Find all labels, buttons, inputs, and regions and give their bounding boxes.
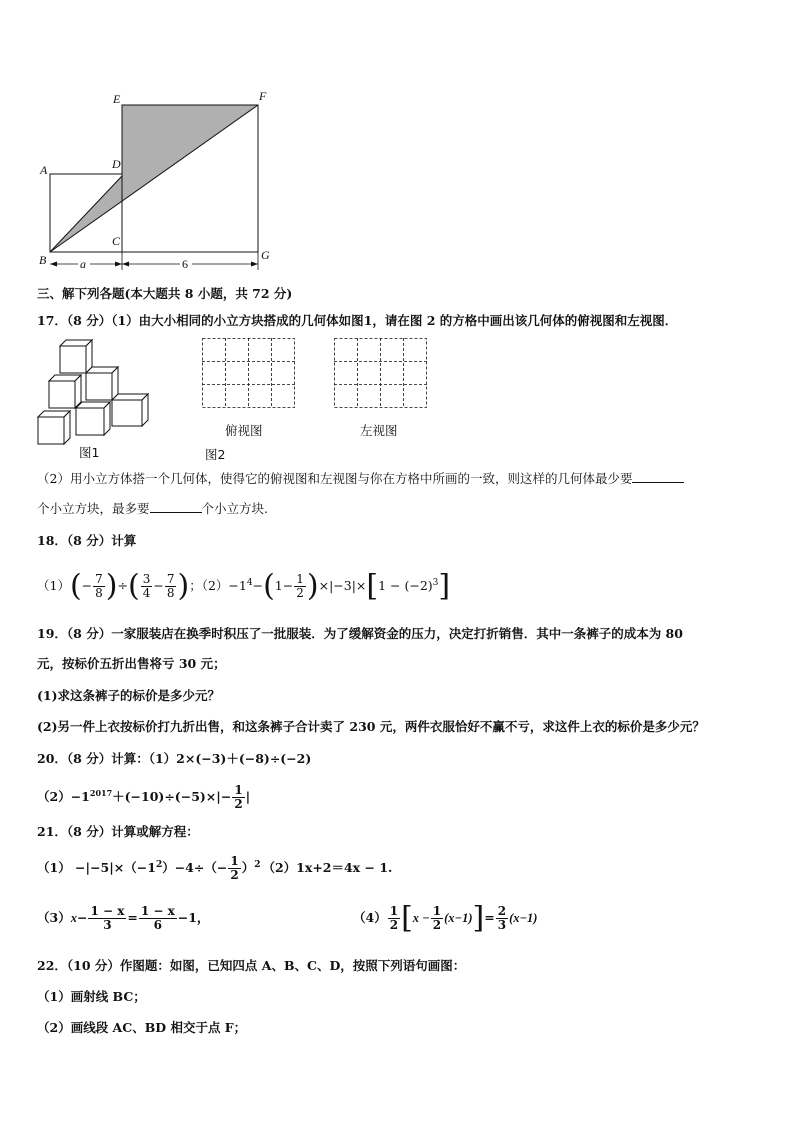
abs-three: ×|−3|×: [318, 578, 367, 594]
q21-part1-a: （1） −|−5|×（−1: [37, 860, 156, 876]
frac-num: 1: [432, 904, 442, 918]
arrow-right-a: [115, 262, 122, 267]
frac-q21-3a: [88, 905, 126, 932]
paren-close-3: ): [306, 568, 319, 604]
fig2-label: 图2: [205, 447, 226, 462]
bracket-open-q21: [: [401, 900, 413, 936]
frac-den: 3: [103, 918, 112, 932]
q17-part2-line2: [37, 500, 268, 517]
var-x: x: [70, 911, 77, 925]
q17-part2-text-c: 个小立方块.: [201, 501, 268, 516]
frac-den: 2: [230, 868, 239, 883]
q20-part2-c: |: [245, 789, 251, 805]
div-sign: ÷: [117, 578, 128, 594]
exponent-2017: 2017: [89, 788, 113, 798]
answer-blank-min[interactable]: [632, 470, 684, 483]
label-a: A: [40, 163, 48, 177]
minus-sign: −: [153, 578, 164, 594]
frac-den: 2: [432, 918, 442, 932]
q17-part2-text-b: 个小立方块，最多要: [37, 501, 150, 516]
label-b: B: [39, 253, 47, 267]
frac-den: 6: [153, 918, 162, 932]
q17-heading: 17．（8 分）（1）由大小相同的小立方块搭成的几何体如图1，请在图 2 的方格中画出该几何体的俯视图和左视图．: [37, 313, 678, 328]
label-e: E: [113, 92, 121, 106]
bracket-close: ]: [438, 568, 451, 604]
frac-num: 1 − x: [90, 904, 125, 918]
q22-heading: 22．（10 分）作图题：如图，已知四点 A、B、C、D，按照下列语句画图：: [37, 958, 466, 973]
q18-part1-label: （1）: [37, 578, 70, 594]
frac-den: 2: [234, 797, 243, 812]
frac-den: 4: [142, 586, 151, 601]
equals-q21-4: =: [484, 910, 495, 925]
frac-den: 3: [497, 918, 507, 932]
paren-close-2: ): [177, 568, 190, 604]
frac-1-2-q20: [232, 784, 244, 811]
frac-den: 8: [166, 586, 175, 601]
label-f: F: [259, 89, 267, 103]
q18-heading: 18．（8 分）计算: [37, 533, 137, 548]
arrow-right-6: [251, 262, 258, 267]
frac-den: 2: [389, 918, 399, 932]
arrow-left-a: [50, 262, 57, 267]
q20-part2-a: （2）−1: [37, 789, 90, 805]
inner-expr: 1 − (−2): [378, 578, 433, 594]
q18-expression: [37, 562, 450, 604]
bracket-open: [: [366, 568, 379, 604]
q17-part2-text-a: （2）用小立方体搭一个几何体，使得它的俯视图和左视图与你在方格中所画的一致，则这样的几何体最少要: [37, 471, 633, 486]
exponent-3: 3: [432, 578, 439, 588]
neg-sign: −: [81, 578, 93, 594]
q21-line1: [37, 845, 392, 885]
exponent-2: 2: [155, 860, 163, 870]
paren-open: (: [69, 568, 82, 604]
q19-line2: 元，按标价五折出售将亏 30 元；: [37, 656, 226, 671]
q17-part2-line1: [37, 470, 684, 487]
exponent-2b: 2: [254, 860, 261, 870]
bracket-close-q21: ]: [472, 900, 485, 936]
top-view-label: 俯视图: [225, 423, 263, 438]
neg-one: −1: [228, 578, 247, 594]
frac-1-2-q21: [228, 855, 240, 882]
square-figure: [30, 86, 280, 276]
left-view-grid[interactable]: [334, 338, 428, 410]
minus-sign-2: −: [252, 578, 264, 594]
frac-num: 1: [296, 572, 304, 587]
label-c: C: [112, 234, 121, 248]
frac-q21-4c: [496, 905, 508, 932]
q22-part1: （1）画射线 BC；: [37, 989, 146, 1004]
frac-num: 3: [142, 572, 151, 587]
frac-num: 1: [230, 854, 239, 869]
exponent-4: 4: [246, 578, 253, 588]
frac-num: 7: [166, 572, 175, 587]
frac-den: 2: [296, 586, 304, 601]
frac-7-8: [93, 573, 105, 600]
q19-line1: 19．（8 分）一家服装店在换季时积压了一批服装．为了缓解资金的压力，决定打折销售．其中一条裤子的成本为 80: [37, 626, 683, 641]
frac-q21-4b: [431, 905, 443, 932]
frac-1-2: [294, 573, 306, 600]
q21-part4-inner: (x−1): [444, 911, 473, 925]
paren-close: ): [105, 568, 118, 604]
left-view-label: 左视图: [360, 423, 398, 438]
q20-line1: 20．（8 分）计算：（1）2×(−3)＋(−8)÷(−2): [37, 751, 312, 766]
q21-part1-c: ）: [241, 860, 255, 876]
cube-figure: [36, 336, 154, 448]
q18-part2-label: （2）: [201, 578, 229, 594]
frac-3-4: [141, 573, 153, 600]
q21-part3-label: （3）: [37, 910, 71, 925]
frac-num: 1: [234, 783, 243, 798]
q21-line2: [37, 898, 209, 938]
label-g: G: [261, 248, 270, 262]
q20-line2: [37, 775, 250, 811]
section-title: 三、解下列各题(本大题共 8 小题，共 72 分): [37, 286, 293, 301]
one-minus: 1−: [274, 578, 294, 594]
q21-part1-b: ）−4÷（−: [162, 860, 228, 876]
frac-q21-3b: [139, 905, 177, 932]
frac-7-8-b: [165, 573, 177, 600]
q19-line3: (1)求这条裤子的标价是多少元？: [37, 688, 221, 703]
top-view-grid[interactable]: [202, 338, 296, 410]
frac-num: 1 − x: [140, 904, 175, 918]
q19-line4: (2)另一件上衣按标价打九折出售，和这条裤子合计卖了 230 元，两件衣服恰好不赢不亏，求这件上衣的标价是多少元？: [37, 719, 705, 734]
dim-a-label: a: [80, 257, 86, 271]
label-d: D: [112, 157, 121, 171]
equals-q21: =: [127, 910, 138, 925]
q22-part2: （2）画线段 AC、BD 相交于点 F；: [37, 1020, 247, 1035]
answer-blank-max[interactable]: [150, 500, 202, 513]
q21-part2: （2）1x+2＝4x − 1.: [262, 860, 393, 876]
paren-open-3: (: [263, 568, 275, 604]
arrow-left-6: [122, 262, 129, 267]
cube-stack: [38, 340, 148, 444]
frac-num: 2: [497, 904, 507, 918]
q21-part4-end: (x−1): [509, 911, 538, 925]
minus-q21: −: [76, 910, 88, 925]
q21-part4-label: （4）: [353, 910, 387, 925]
q21-line2-part4: [353, 898, 537, 938]
frac-num: 7: [95, 572, 103, 587]
q20-part2-b: ＋(−10)÷(−5)×|−: [112, 789, 232, 805]
frac-num: 1: [389, 904, 399, 918]
frac-q21-4a: [388, 905, 400, 932]
paren-open-2: (: [128, 568, 140, 604]
q21-part4-mid: x −: [412, 911, 430, 925]
fig1-label: 图1: [79, 445, 100, 460]
frac-den: 8: [95, 586, 103, 601]
dim-6-label: 6: [182, 257, 188, 271]
separator: ；: [189, 578, 202, 594]
q21-part3-end: −1，: [177, 910, 210, 925]
q21-heading: 21．（8 分）计算或解方程：: [37, 824, 199, 839]
